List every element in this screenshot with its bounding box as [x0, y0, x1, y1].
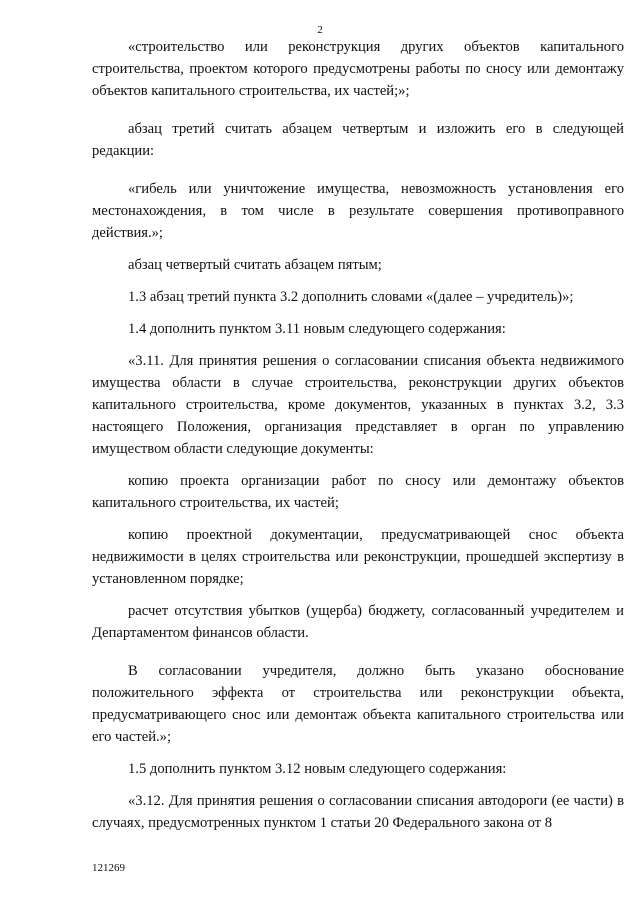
- paragraph-construction-quote: «строительство или реконструкция других объектов капитального строительства, проектом которого предусмотрены работы по сносу или демонтажу объектов капитального строительства, их частей;»;: [92, 39, 624, 99]
- paragraph-item-1-4: 1.4 дополнить пунктом 3.11 новым следующего содержания:: [128, 321, 506, 337]
- paragraph-loss-calc: расчет отсутствия убытков (ущерба) бюджету, согласованный учредителем и Департаментом финансов области.: [92, 603, 624, 641]
- page-number: 2: [317, 24, 323, 36]
- document-code: 121269: [92, 862, 125, 874]
- paragraph-fourth-abzac: абзац четвертый считать абзацем пятым;: [128, 257, 382, 273]
- document-body: [92, 36, 624, 834]
- paragraph-item-1-3: 1.3 абзац третий пункта 3.2 дополнить словами «(далее – учредитель)»;: [128, 289, 574, 305]
- paragraph-clause-3-11: «3.11. Для принятия решения о согласовании списания объекта недвижимого имущества области в случае строительства, реконструкции других объектов капитального строительства, кроме документов, указанных в пунктах 3.2, 3.3 настоящего Положения, организация представляет в орган по управлению имуществом области следующие документы:: [92, 353, 624, 457]
- paragraph-design-docs: копию проектной документации, предусматривающей снос объекта недвижимости в целях строительства или реконструкции, прошедшей экспертизу в установленном порядке;: [92, 527, 624, 587]
- paragraph-project-copy: копию проекта организации работ по сносу или демонтажу объектов капитального строительства, их частей;: [92, 473, 624, 511]
- paragraph-approval-justification: В согласовании учредителя, должно быть указано обоснование положительного эффекта от строительства или реконструкции объекта, предусматривающего снос или демонтаж объекта капитального строительства или его частей.»;: [92, 663, 624, 745]
- paragraph-item-1-5: 1.5 дополнить пунктом 3.12 новым следующего содержания:: [128, 761, 507, 777]
- paragraph-loss-quote: «гибель или уничтожение имущества, невозможность установления его местонахождения, в том числе в результате совершения противоправного действия.»;: [92, 181, 624, 241]
- paragraph-third-abzac: абзац третий считать абзацем четвертым и изложить его в следующей редакции:: [92, 121, 624, 159]
- paragraph-clause-3-12: «3.12. Для принятия решения о согласовании списания автодороги (ее части) в случаях, предусмотренных пунктом 1 статьи 20 Федерального закона от 8: [92, 793, 624, 831]
